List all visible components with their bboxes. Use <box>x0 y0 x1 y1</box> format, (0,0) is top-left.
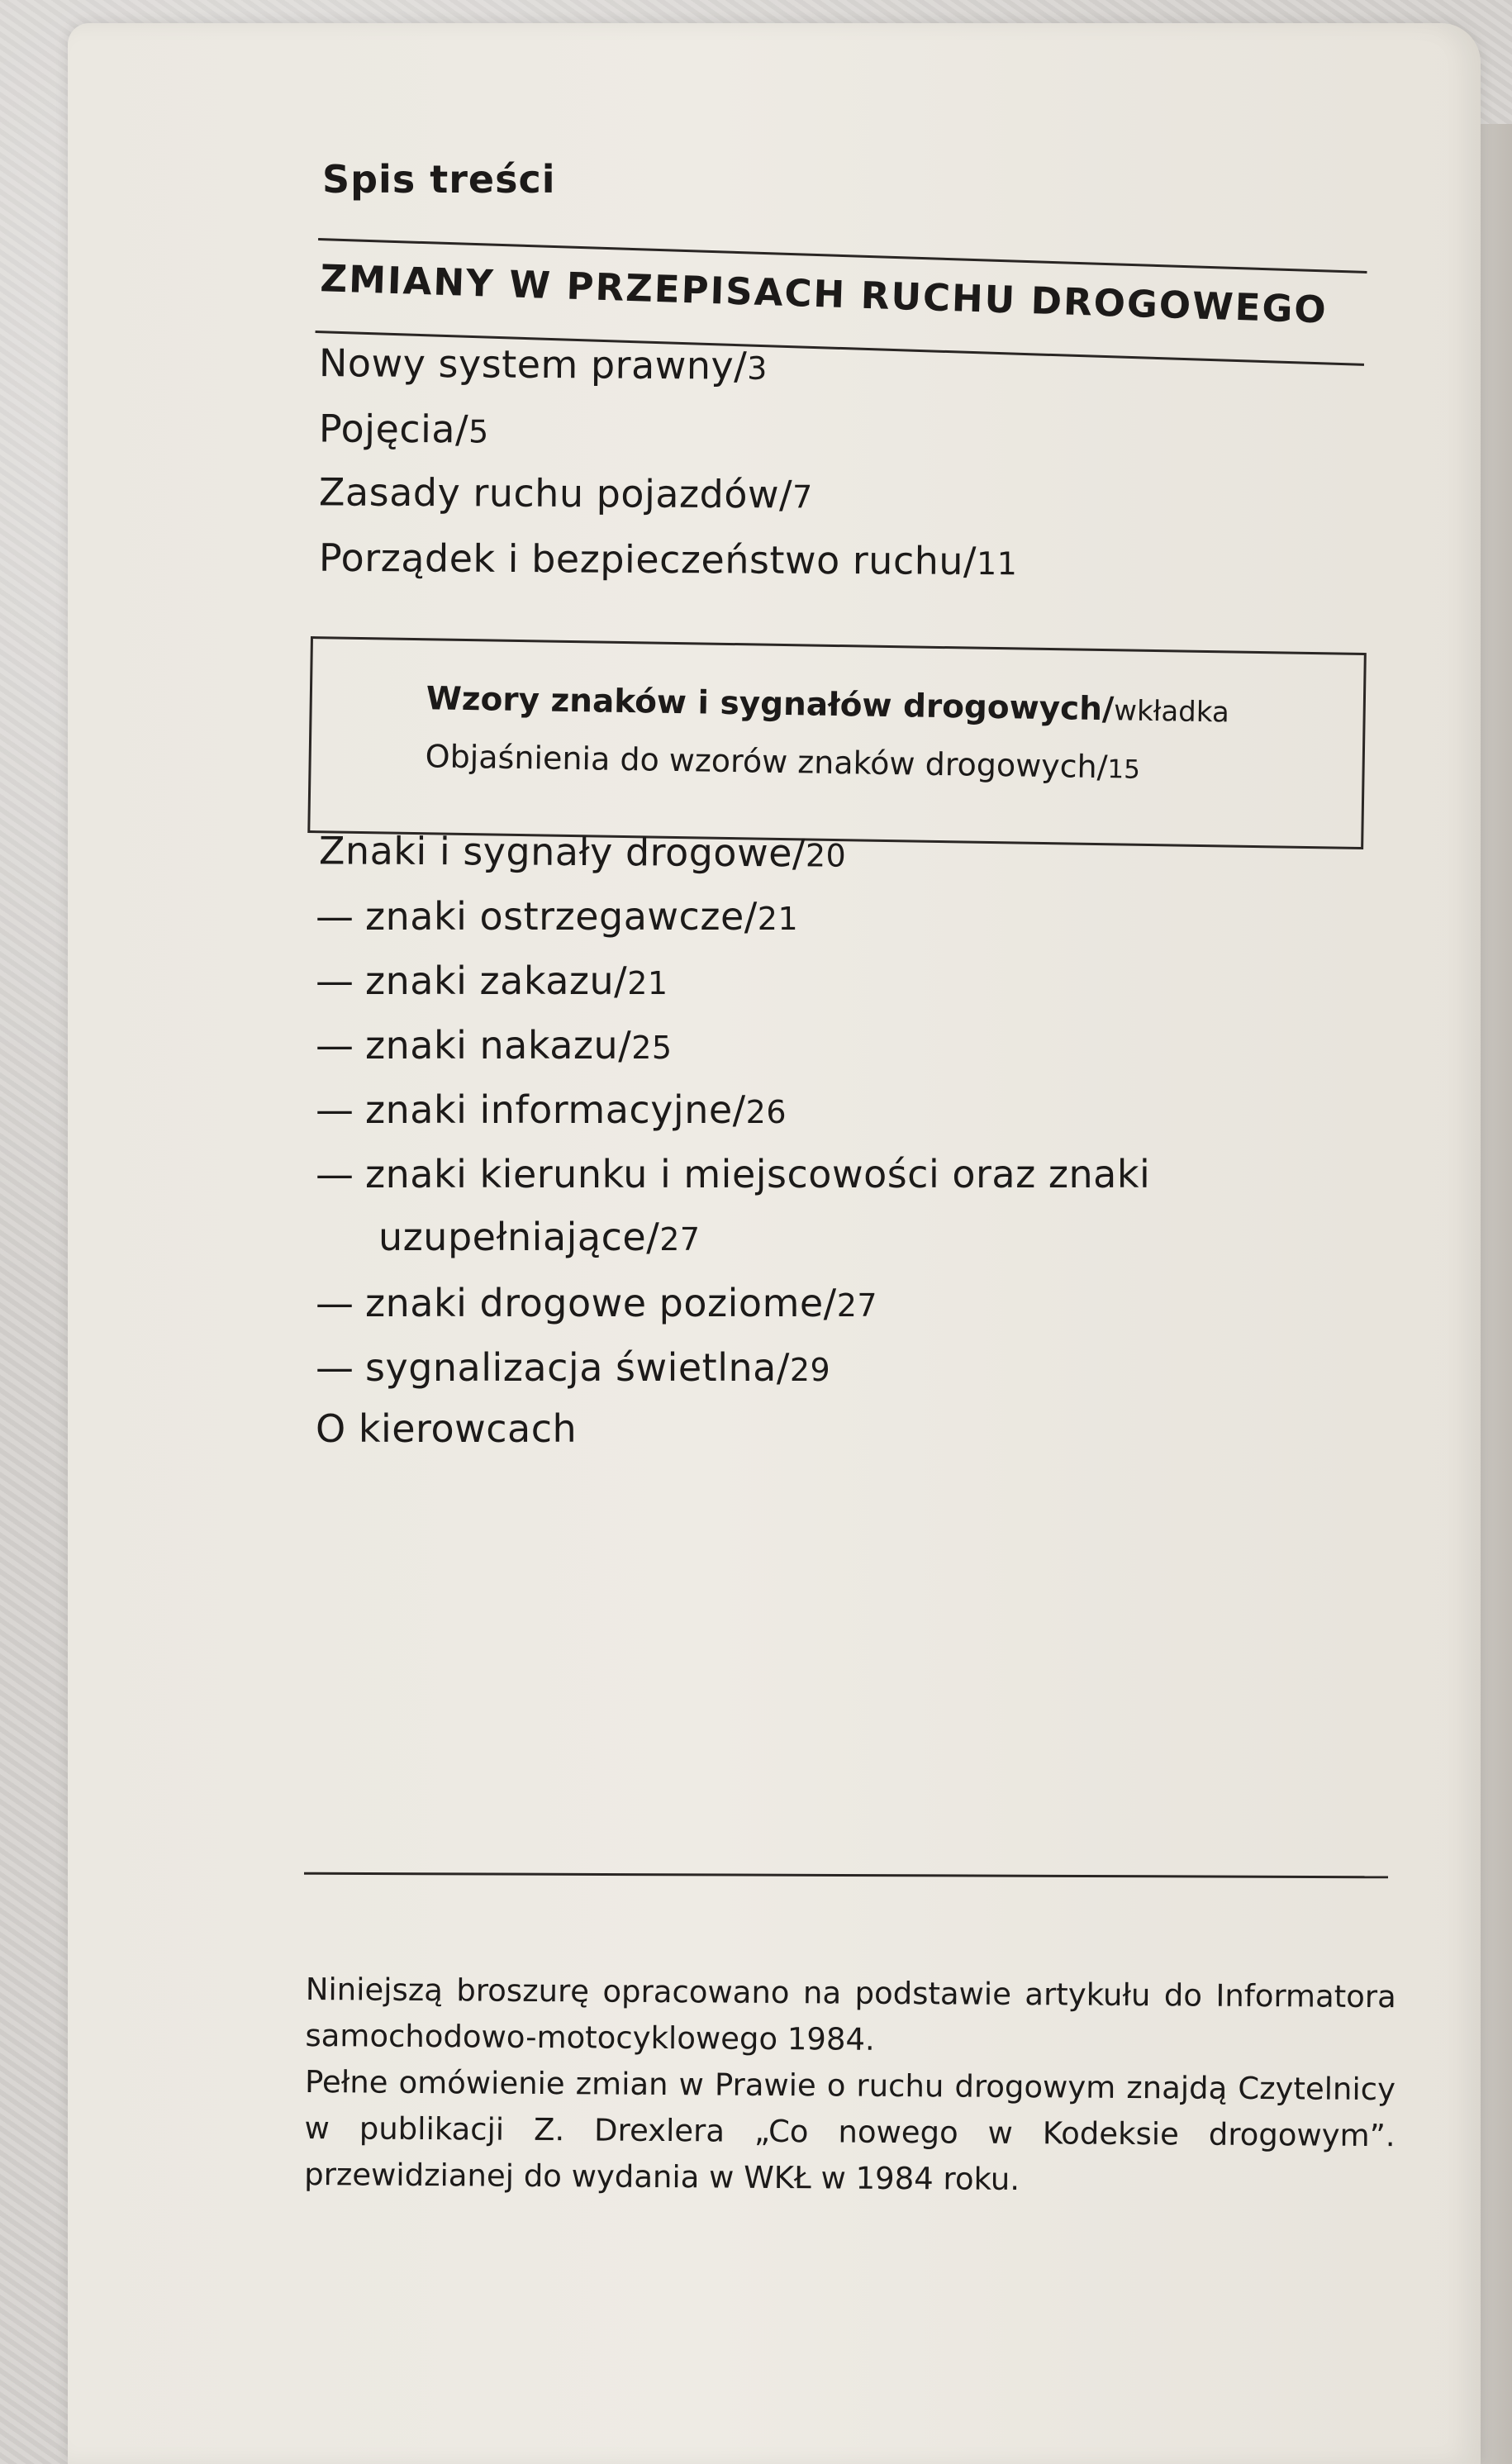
dash-marker: — <box>316 958 354 1003</box>
toc-entry <box>319 340 768 388</box>
toc-entry-page: 27 <box>836 1287 878 1324</box>
toc-entry-label: Pojęcia/ <box>318 406 469 452</box>
footnote-line: przewidzianej do wydania w WKŁ w 1984 roku. <box>304 2156 1020 2198</box>
toc-entry-label: Porządek i bezpieczeństwo ruchu/ <box>318 535 977 583</box>
toc-entry <box>319 828 847 875</box>
dash-marker: — <box>316 1281 354 1325</box>
toc-entry-page: 26 <box>745 1094 787 1130</box>
toc-entry-page: 5 <box>468 413 489 450</box>
insert-box <box>307 636 1367 849</box>
insert-entry-label: Objaśnienia do wzorów znaków drogowych/ <box>425 738 1108 786</box>
toc-entry-page: 7 <box>792 478 813 516</box>
toc-entry <box>319 535 1018 583</box>
toc-entry-page: 11 <box>976 545 1018 583</box>
toc-title: Spis treści <box>322 157 556 202</box>
toc-entry-page: 29 <box>789 1352 831 1388</box>
section-heading: ZMIANY W PRZEPISACH RUCHU DROGOWEGO <box>319 256 1329 332</box>
toc-entry-page: 21 <box>627 965 668 1001</box>
toc-entry-label: znaki drogowe poziome/ <box>365 1281 837 1325</box>
footnote-rule <box>304 1872 1388 1879</box>
toc-entry-label: znaki informacyjne/ <box>365 1087 746 1132</box>
toc-entry <box>319 469 813 516</box>
dash-marker: — <box>316 894 354 939</box>
insert-entry-normal <box>425 738 1140 786</box>
toc-entry-label: Nowy system prawny/ <box>318 340 748 388</box>
toc-entry-page: 3 <box>747 350 768 387</box>
toc-entry <box>316 1406 577 1451</box>
insert-entry-page: 15 <box>1107 754 1141 785</box>
toc-entry-label: Zasady ruchu pojazdów/ <box>318 469 793 517</box>
dash-marker: — <box>316 1087 354 1132</box>
footnote-line: Pełne omówienie zmian w Prawie o ruchu drogowym znajdą Czytelnicy <box>304 2063 1396 2108</box>
footnote-line: samochodowo-motocyklowego 1984. <box>305 2017 875 2057</box>
toc-entry-label: Znaki i sygnały drogowe/ <box>318 828 806 876</box>
footnote-line: Niniejszą broszurę opracowano na podstawie artykułu do Informatora <box>305 1971 1396 2015</box>
toc-entry-page: 20 <box>805 837 847 874</box>
toc-subentry <box>316 1152 1150 1196</box>
toc-entry-page: 27 <box>659 1221 701 1258</box>
toc-entry-label: znaki nakazu/ <box>365 1023 632 1068</box>
toc-entry-label: O kierowcach <box>316 1406 578 1451</box>
toc-subentry <box>316 894 798 939</box>
toc-entry <box>319 406 489 451</box>
footnote-line: w publikacji Z. Drexlera „Co nowego w Kodeksie drogowym”. <box>304 2110 1396 2154</box>
toc-entry-label: znaki ostrzegawcze/ <box>365 894 758 939</box>
insert-entry-bold <box>426 680 1229 730</box>
dash-marker: — <box>316 1023 354 1068</box>
dash-marker: — <box>316 1152 354 1196</box>
toc-subentry <box>316 1345 830 1390</box>
toc-entry-label: znaki kierunku i miejscowości oraz znaki <box>365 1152 1151 1196</box>
insert-entry-page: wkładka <box>1113 694 1230 730</box>
insert-entry-label: Wzory znaków i sygnałów drogowych/ <box>426 680 1115 729</box>
dash-marker: — <box>316 1345 354 1390</box>
toc-entry-page: 21 <box>757 901 799 937</box>
footnote <box>304 1967 1396 2205</box>
toc-subentry-continuation <box>378 1215 701 1259</box>
toc-subentry <box>316 958 668 1003</box>
toc-entry-page: 25 <box>631 1030 673 1066</box>
toc-subentry <box>316 1023 673 1068</box>
toc-subentry <box>316 1087 787 1132</box>
toc-entry-label: uzupełniające/ <box>378 1215 660 1259</box>
toc-entry-label: znaki zakazu/ <box>365 958 628 1003</box>
toc-entry-label: sygnalizacja świetlna/ <box>365 1345 790 1390</box>
toc-subentry <box>316 1281 877 1325</box>
